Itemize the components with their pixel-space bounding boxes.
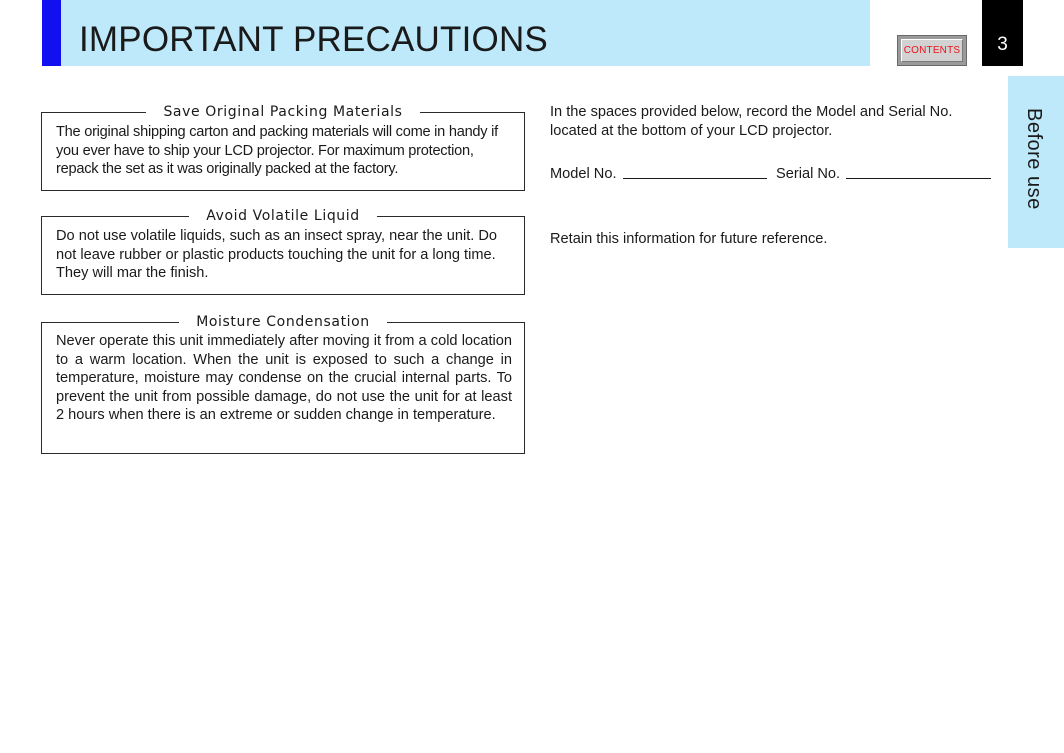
precaution-heading [42, 206, 524, 226]
serial-number-label: Serial No. [776, 166, 841, 182]
precaution-body: Never operate this unit immediately after moving it from a cold location to a warm location. When the unit is exposed to such a change in temperature, moisture may condense on the crucial internal parts. To prevent the unit from possible damage, do not use the unit for at least 2 hours when there is an extreme or sudden change in temperature. [56, 333, 512, 423]
precaution-heading-text: Moisture Condensation [179, 312, 387, 332]
header-accent-stripe [42, 0, 61, 66]
page-number: 3 [997, 34, 1008, 55]
retain-note: Retain this information for future reference. [550, 231, 828, 247]
header-bar [42, 0, 870, 66]
precaution-box-volatile-liquid [41, 208, 525, 295]
contents-button[interactable] [897, 35, 967, 66]
precaution-heading-text: Avoid Volatile Liquid [189, 206, 377, 226]
model-number-label: Model No. [550, 166, 617, 182]
precaution-body: Do not use volatile liquids, such as an insect spray, near the unit. Do not leave rubber or plastic products touching the unit for a long time. They will mar the finish. [56, 228, 498, 281]
precaution-box-moisture-condensation [41, 314, 525, 454]
precaution-heading [42, 312, 524, 332]
contents-button-label[interactable]: CONTENTS [901, 39, 963, 62]
serial-number-blank-line [846, 178, 991, 179]
model-number-blank-line [623, 178, 767, 179]
precaution-heading [42, 102, 524, 122]
section-tab [1008, 76, 1064, 248]
precaution-body: The original shipping carton and packing materials will come in handy if you ever have to ship your LCD projector. For maximum protection, repack the set as it was originally packed at the factory. [56, 124, 498, 177]
section-tab-label: Before use [1023, 108, 1045, 210]
precaution-box-packing-materials [41, 104, 525, 191]
page-number-box [982, 0, 1023, 66]
page-title: IMPORTANT PRECAUTIONS [79, 20, 548, 59]
record-instructions: In the spaces provided below, record the Model and Serial No. located at the bottom of your LCD projector. [550, 104, 953, 139]
precaution-heading-text: Save Original Packing Materials [146, 102, 419, 122]
